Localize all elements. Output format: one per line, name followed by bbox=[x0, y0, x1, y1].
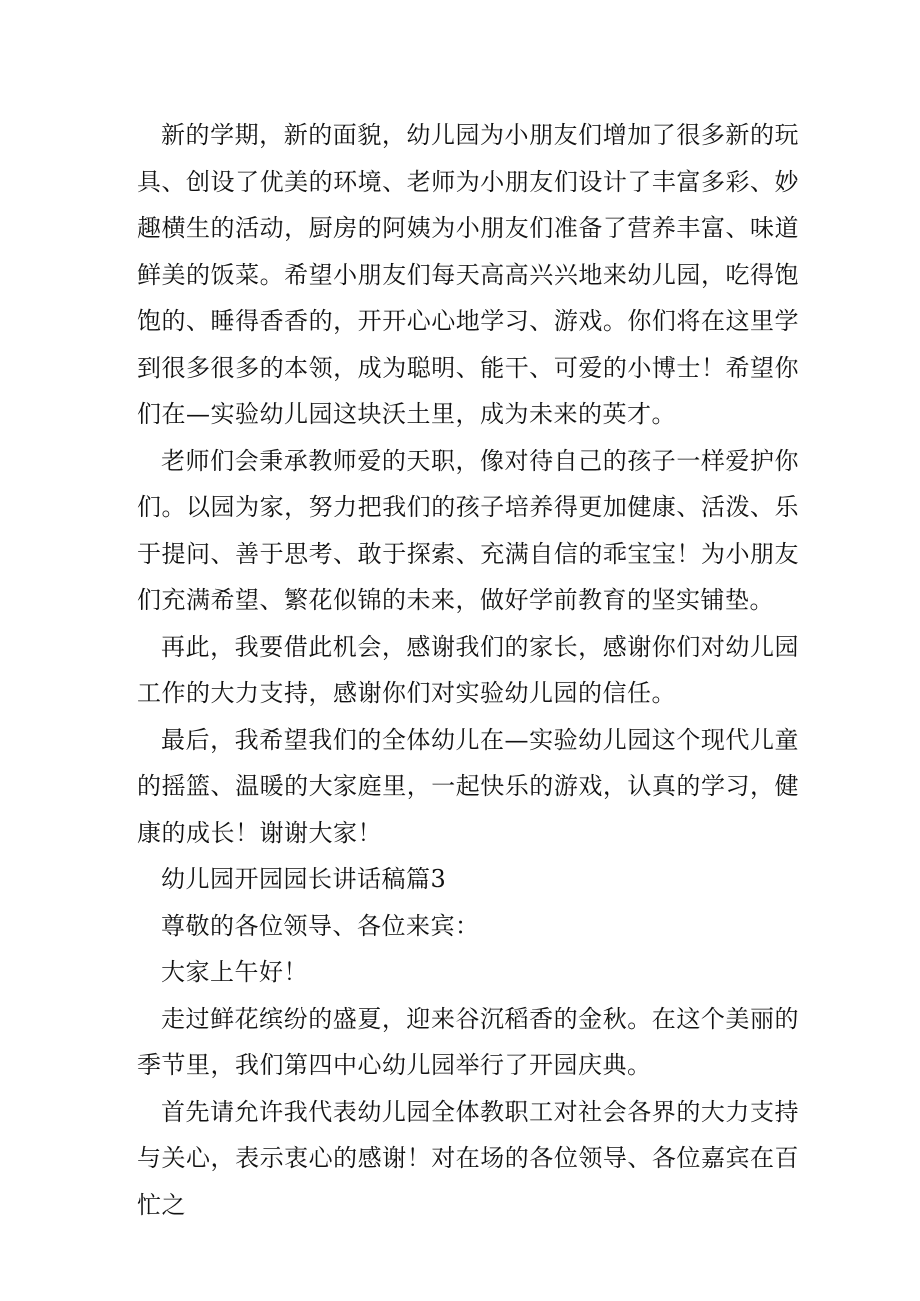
paragraph-5: 走过鲜花缤纷的盛夏，迎来谷沉稻香的金秋。在这个美丽的季节里，我们第四中心幼儿园举行了开园庆典。 bbox=[137, 1004, 799, 1079]
paragraph-4: 最后，我希望我们的全体幼儿在—实验幼儿园这个现代儿童的摇篮、温暖的大家庭里，一起快乐的游戏，认真的学习，健康的成长！谢谢大家！ bbox=[137, 725, 799, 847]
document-body bbox=[137, 112, 799, 1228]
paragraph-6: 首先请允许我代表幼儿园全体教职工对社会各界的大力支持与关心，表示衷心的感谢！对在场的各位领导、各位嘉宾在百忙之 bbox=[137, 1097, 799, 1219]
section-heading: 幼儿园开园园长讲话稿篇3 bbox=[161, 865, 447, 893]
greeting: 大家上午好！ bbox=[161, 958, 308, 986]
paragraph-1: 新的学期，新的面貌，幼儿园为小朋友们增加了很多新的玩具、创设了优美的环境、老师为小朋友们设计了丰富多彩、妙趣横生的活动，厨房的阿姨为小朋友们准备了营养丰富、味道鲜美的饭菜。希望小朋友们每天高高兴兴地来幼儿园，吃得饱饱的、睡得香香的，开开心心地学习、游戏。你们将在这里学到很多很多的本领，成为聪明、能干、可爱的小博士！希望你们在—实验幼儿园这块沃土里，成为未来的英才。 bbox=[137, 121, 799, 428]
salutation: 尊敬的各位领导、各位来宾： bbox=[161, 911, 480, 940]
paragraph-3: 再此，我要借此机会，感谢我们的家长，感谢你们对幼儿园工作的大力支持，感谢你们对实验幼儿园的信任。 bbox=[137, 632, 799, 707]
paragraph-2: 老师们会秉承教师爱的天职，像对待自己的孩子一样爱护你们。以园为家，努力把我们的孩子培养得更加健康、活泼、乐于提问、善于思考、敢于探索、充满自信的乖宝宝！为小朋友们充满希望、繁花似锦的未来，做好学前教育的坚实铺垫。 bbox=[137, 446, 799, 614]
